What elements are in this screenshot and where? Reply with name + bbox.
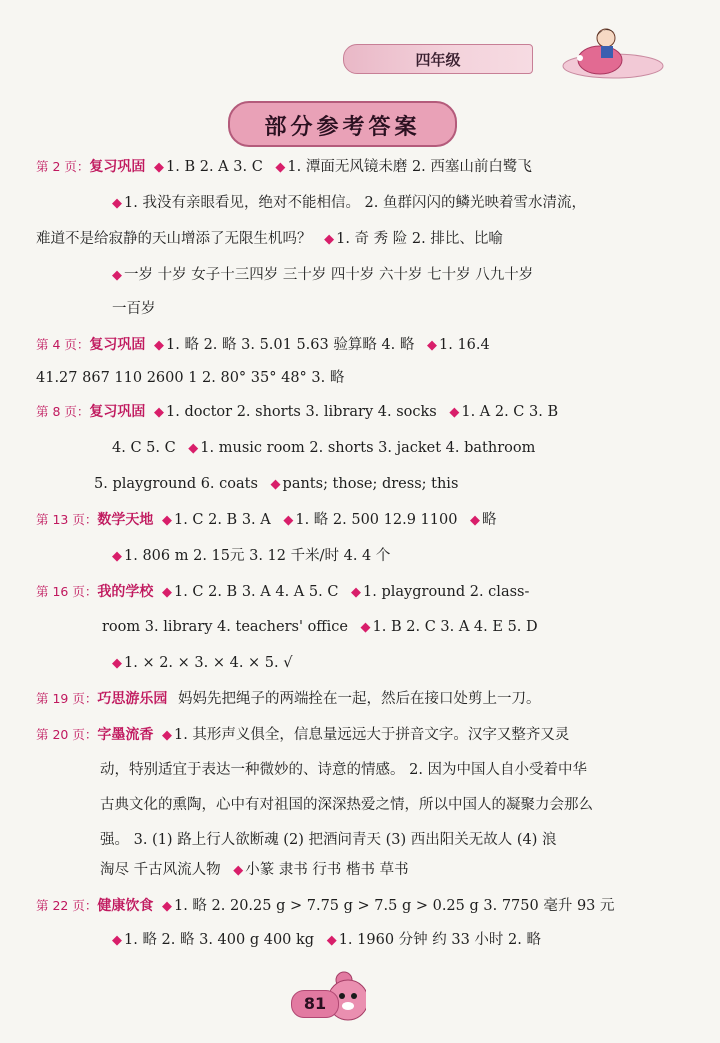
page-label: 第 4 页： — [36, 337, 90, 352]
answer-line — [100, 830, 560, 850]
page-number-badge — [291, 990, 339, 1018]
diamond-icon: ◆ — [112, 656, 122, 671]
page-label: 第 16 页： — [36, 584, 98, 599]
topic-label: 健康饮食 — [97, 898, 154, 914]
topic-label: 复习巩固 — [89, 337, 146, 353]
answer-text: 1. A 2. C 3. B — [461, 404, 559, 420]
topic-label: 字墨流香 — [97, 727, 154, 743]
topic-label: 我的学校 — [97, 584, 154, 600]
page-label: 第 8 页： — [36, 404, 90, 419]
diamond-icon: ◆ — [275, 160, 286, 175]
diamond-icon: ◆ — [161, 728, 172, 743]
grade-label: 四年级 — [415, 51, 461, 69]
diamond-icon: ◆ — [188, 441, 199, 456]
diamond-icon: ◆ — [360, 620, 371, 635]
answer-text: 1. 略 2. 20.25 g > 7.75 g > 7.5 g > 0.25 g 3. 7750 毫升 93 元 — [173, 898, 615, 914]
page-title-box — [228, 101, 457, 147]
answer-line — [108, 193, 590, 214]
diamond-icon: ◆ — [324, 232, 335, 247]
page-number: 81 — [303, 994, 327, 1013]
page-label: 第 19 页： — [36, 691, 98, 706]
answer-line — [94, 474, 462, 495]
diamond-icon: ◆ — [154, 405, 165, 420]
diamond-icon: ◆ — [154, 160, 165, 175]
answer-line — [36, 368, 348, 388]
answer-line — [36, 582, 533, 603]
diamond-icon: ◆ — [470, 513, 481, 528]
answer-text: 5. playground 6. coats — [94, 476, 258, 492]
answer-line — [36, 402, 562, 423]
answer-line — [100, 760, 591, 780]
answer-text: 1. 略 2. 略 3. 400 g 400 kg — [124, 932, 315, 948]
diamond-icon: ◆ — [351, 585, 362, 600]
answer-text: 古典文化的熏陶，心中有对祖国的深深热爱之情，所以中国人的凝聚力会那么 — [100, 797, 593, 813]
answer-line — [100, 860, 413, 881]
diamond-icon: ◆ — [283, 513, 294, 528]
answer-text: 1. playground 2. class- — [363, 584, 530, 600]
page-title: 部分参考答案 — [264, 115, 421, 140]
diamond-icon: ◆ — [112, 196, 122, 211]
diamond-icon: ◆ — [270, 477, 281, 492]
answer-text: 一岁 十岁 女子十三四岁 三十岁 四十岁 六十岁 七十岁 八九十岁 — [124, 267, 534, 283]
answer-line — [36, 157, 536, 178]
answer-text: 1. 潭面无风镜未磨 2. 西塞山前白鹭飞 — [287, 159, 532, 175]
topic-label: 数学天地 — [97, 512, 154, 528]
diamond-icon: ◆ — [161, 585, 172, 600]
answer-text: 1. × 2. × 3. × 4. × 5. √ — [124, 655, 293, 671]
diamond-icon: ◆ — [233, 863, 244, 878]
topic-label: 复习巩固 — [89, 159, 146, 175]
answer-line — [102, 617, 542, 638]
diamond-icon: ◆ — [427, 338, 438, 353]
page-label: 第 2 页： — [36, 159, 90, 174]
answer-text: room 3. library 4. teachers' office — [102, 619, 348, 635]
answer-text: 动，特别适宜于表达一种微妙的、诗意的情感。 2. 因为中国人自小受着中华 — [100, 762, 588, 778]
answer-text: 1. 略 2. 略 3. 5.01 5.63 验算略 4. 略 — [166, 337, 415, 353]
answer-text: 1. 其形声义俱全，信息量远远大于拼音文字。汉字又整齐又灵 — [173, 727, 570, 743]
answer-line — [108, 546, 394, 567]
answer-text: 难道不是给寂静的天山增添了无限生机吗？ — [36, 231, 312, 247]
answer-line — [100, 795, 597, 815]
diamond-icon: ◆ — [112, 268, 122, 283]
answer-text: 1. 16.4 — [439, 337, 490, 353]
girl-on-bird-illustration — [528, 18, 668, 88]
answer-text: 1. C 2. B 3. A 4. A 5. C — [173, 584, 339, 600]
answer-text: 1. 806 m 2. 15元 3. 12 千米/时 4. 4 个 — [124, 548, 391, 564]
answer-text: 1. music room 2. shorts 3. jacket 4. bathroom — [200, 440, 536, 456]
answer-line — [36, 335, 494, 356]
diamond-icon: ◆ — [112, 549, 122, 564]
answer-line — [36, 896, 619, 917]
answer-text: 1. B 2. A 3. C — [166, 159, 263, 175]
answer-text: pants; those; dress; this — [282, 476, 459, 492]
page-label: 第 20 页： — [36, 727, 98, 742]
answer-text: 1. B 2. C 3. A 4. E 5. D — [372, 619, 538, 635]
answer-text: 1. 略 2. 500 12.9 1100 — [295, 512, 458, 528]
page-label: 第 13 页： — [36, 512, 98, 527]
answer-text: 1. C 2. B 3. A — [173, 512, 271, 528]
answer-text: 淘尽 千古风流人物 — [100, 862, 221, 878]
answer-text: 1. 1960 分钟 约 33 小时 2. 略 — [338, 932, 541, 948]
diamond-icon: ◆ — [449, 405, 460, 420]
topic-label: 巧思游乐园 — [97, 691, 168, 707]
page-label: 第 22 页： — [36, 898, 98, 913]
answer-line — [36, 510, 501, 531]
diamond-icon: ◆ — [161, 899, 172, 914]
answer-line — [112, 299, 160, 319]
answer-text: 41.27 867 110 2600 1 2. 80° 35° 48° 3. 略 — [36, 370, 345, 386]
answer-line — [36, 725, 573, 746]
diamond-icon: ◆ — [326, 933, 337, 948]
answer-text: 1. 奇 秀 险 2. 排比、比喻 — [336, 231, 503, 247]
answer-line — [108, 930, 545, 951]
answer-text: 4. C 5. C — [112, 440, 176, 456]
answer-text: 妈妈先把绳子的两端拴在一起，然后在接口处剪上一刀。 — [177, 691, 541, 707]
answer-line — [108, 265, 537, 286]
answer-text: 一百岁 — [112, 301, 156, 317]
answer-line — [112, 438, 539, 459]
diamond-icon: ◆ — [154, 338, 165, 353]
answer-line — [36, 689, 544, 709]
answer-text: 略 — [482, 512, 497, 528]
answer-text: 1. 我没有亲眼看见，绝对不能相信。 2. 鱼群闪闪的鳞光映着雪水清流， — [124, 195, 586, 211]
diamond-icon: ◆ — [161, 513, 172, 528]
topic-label: 复习巩固 — [89, 404, 146, 420]
answer-line — [36, 229, 507, 250]
answer-text: 1. doctor 2. shorts 3. library 4. socks — [166, 404, 437, 420]
answer-line — [108, 653, 297, 674]
grade-banner — [343, 44, 533, 74]
answer-text: 强。 3. (1) 路上行人欲断魂 (2) 把酒问青天 (3) 西出阳关无故人 (4) 浪 — [100, 832, 557, 848]
diamond-icon: ◆ — [112, 933, 122, 948]
answer-text: 小篆 隶书 行书 楷书 草书 — [245, 862, 409, 878]
